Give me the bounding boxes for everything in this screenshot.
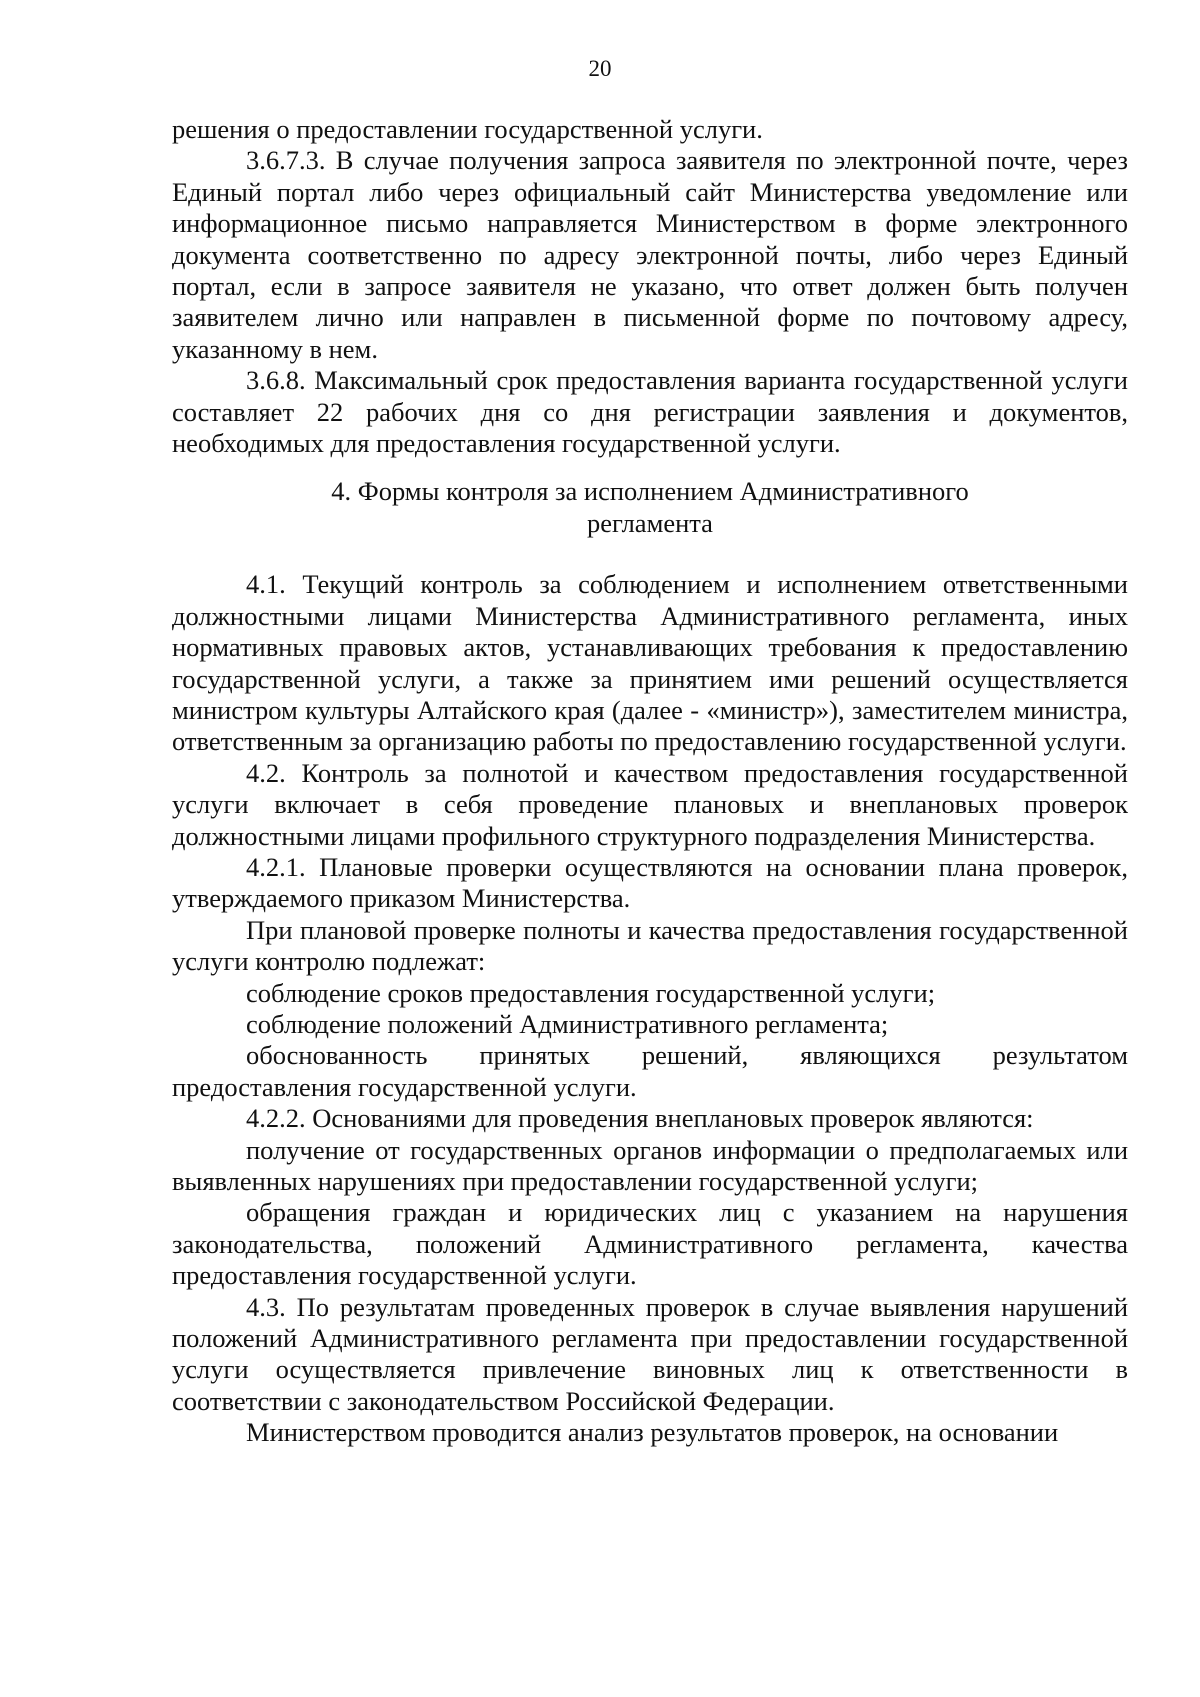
section-4-heading-line-2: регламента [587,507,713,538]
paragraph-4-1: 4.1. Текущий контроль за соблюдением и исполнением ответственными должностными лицами Министерства Административного регламента, иных нормативных правовых актов, устанавливающих требования к предоставлению государственной услуги, а также за принятием ими решений осуществляется министром культуры Алтайского края (далее - «министр»), заместителем министра, ответственным за организацию работы по предоставлению государственной услуги. [172,569,1128,757]
paragraph-4-3: 4.3. По результатам проведенных проверок в случае выявления нарушений положений Административного регламента при предоставлении государственной услуги осуществляется привлечение виновных лиц к ответственности в соответствии с законодательством Российской Федерации. [172,1291,1128,1416]
paragraph-4-2-1: 4.2.1. Плановые проверки осуществляются на основании плана проверок, утверждаемого приказом Министерства. [172,851,1128,914]
paragraph-continuation: решения о предоставлении государственной услуги. [172,114,763,144]
paragraph-3-6-7-3: 3.6.7.3. В случае получения запроса заявителя по электронной почте, через Единый портал либо через официальный сайт Министерства уведомление или информационное письмо направляется Министерством в форме электронного документа соответственно по адресу электронной почты, либо через Единый портал, если в запросе заявителя не указано, что ответ должен быть получен заявителем лично или направлен в письменной форме по почтовому адресу, указанному в нем. [172,145,1128,364]
section-4-heading [172,476,1128,539]
document-body [172,114,1128,1449]
paragraph-analysis: Министерством проводится анализ результатов проверок, на основании [246,1417,1059,1448]
page-number: 20 [588,56,612,81]
list-item-regulation-provisions: соблюдение положений Административного регламента; [246,1008,889,1039]
list-item-deadlines: соблюдение сроков предоставления государственной услуги; [246,977,936,1008]
paragraph-4-2-2: 4.2.2. Основаниями для проведения внеплановых проверок являются: [246,1103,1034,1134]
paragraph-3-6-8: 3.6.8. Максимальный срок предоставления варианта государственной услуги составляет 22 рабочих дня со дня регистрации заявления и документов, необходимых для предоставления государственной услуги. [172,365,1128,459]
list-item-citizen-appeals: обращения граждан и юридических лиц с указанием на нарушения законодательства, положений Административного регламента, качества предоставления государственной услуги. [172,1197,1128,1291]
list-item-decision-validity: обоснованность принятых решений, являющихся результатом предоставления государственной услуги. [172,1040,1128,1102]
paragraph-4-2: 4.2. Контроль за полнотой и качеством предоставления государственной услуги включает в себя проведение плановых и внеплановых проверок должностными лицами профильного структурного подразделения Министерства. [172,757,1128,851]
paragraph-planned-check-intro: При плановой проверке полноты и качества предоставления государственной услуги контролю подлежат: [172,914,1128,977]
list-item-state-bodies-info: получение от государственных органов информации о предполагаемых или выявленных нарушениях при предоставлении государственной услуги; [172,1134,1128,1196]
section-4-heading-line-1: 4. Формы контроля за исполнением Административного [331,476,969,507]
